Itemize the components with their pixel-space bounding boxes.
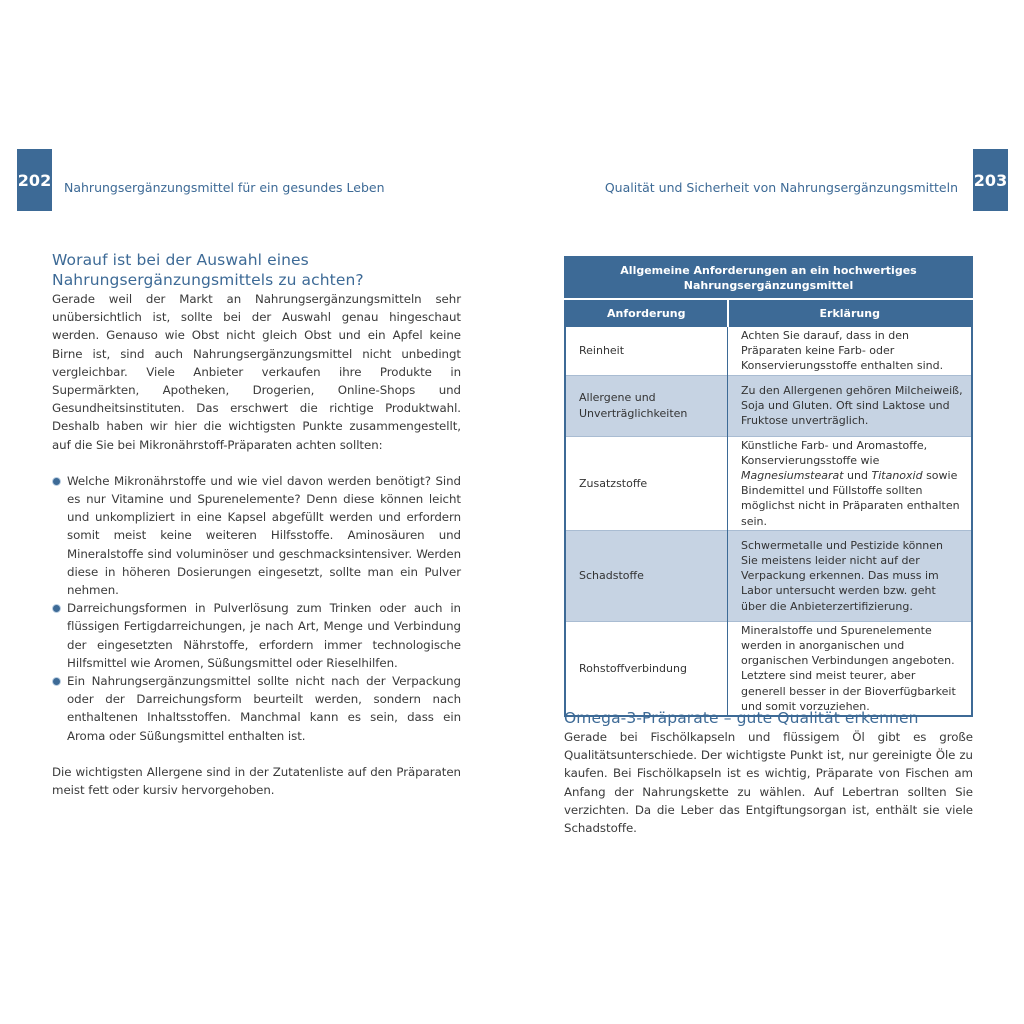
right-page-number: 203	[973, 149, 1008, 211]
left-closing-paragraph: Die wichtigsten Allergene sind in der Zutatenliste auf den Präparaten meist fett oder kursiv hervorgehoben.	[52, 764, 461, 798]
table-row	[565, 375, 972, 436]
left-running-title: Nahrungsergänzungsmittel für ein gesundes Leben	[64, 180, 385, 195]
table-row	[565, 530, 972, 621]
requirement-cell: Zusatzstoffe	[565, 436, 728, 530]
column-header-requirement: Anforderung	[565, 299, 728, 327]
requirements-table	[564, 256, 973, 717]
left-column	[52, 250, 461, 799]
explanation-text: Künstliche Farb- und Aromastoffe, Konservierungsstoffe wie	[741, 438, 928, 467]
bullet-item	[52, 472, 461, 599]
right-body-paragraph: Gerade bei Fischölkapseln und flüssigem Öl gibt es große Qualitätsunterschiede. Der wichtigste Punkt ist, nur gereinigte Öle zu kaufen. Bei Fischölkapseln ist es wichtig, Präparate von Fischen am Anfang der Nahrungskette zu wählen. Auf Lebertran sollten Sie verzichten. Da die Leber das Entgiftungsorgan ist, enthält sie viele Schadstoffe.	[564, 730, 973, 836]
table-row	[565, 621, 972, 716]
explanation-cell	[728, 436, 973, 530]
bullet-text: Darreichungsformen in Pulverlösung zum Trinken oder auch in flüssigen Fertigdarreichungen, je nach Art, Menge und Verbindung der eingesetzten Nährstoffe, erfordern immer technologische Hilfsmittel wie Aromen, Süßungsmittel oder Rieselhilfen.	[67, 601, 461, 670]
criteria-bullet-list	[52, 472, 461, 745]
bullet-dot-icon	[52, 477, 61, 486]
requirement-cell: Rohstoffverbindung	[565, 621, 728, 716]
requirement-cell: Schadstoffe	[565, 530, 728, 621]
explanation-cell: Zu den Allergenen gehören Milcheiweiß, Soja und Gluten. Oft sind Laktose und Fruktose unverträglich.	[728, 375, 973, 436]
bullet-item	[52, 672, 461, 745]
table-row	[565, 327, 972, 375]
bullet-text: Ein Nahrungsergänzungsmittel sollte nicht nach der Verpackung oder der Darreichungsform beurteilt werden, sondern nach enthaltenen Inhaltsstoffen. Manchmal kann es sein, dass ein Aroma oder Süßungsmittel enthalten ist.	[67, 674, 461, 743]
bullet-text: Welche Mikronährstoffe und wie viel davon werden benötigt? Sind es nur Vitamine und Spurenelemente? Denn diese können leicht und unkompliziert in eine Kapsel abgefüllt werden und erfordern somit meist keine weiteren Hilfsstoffe. Aminosäuren und Mineralstoffe sind voluminöser und geschmacksintensiver. Werden diese in höheren Dosierungen eingesetzt, sollte man ein Pulver nehmen.	[67, 473, 461, 598]
requirement-cell: Allergene und Unverträglichkeiten	[565, 375, 728, 436]
table-row	[565, 436, 972, 530]
explanation-cell: Achten Sie darauf, dass in den Präparaten keine Farb- oder Konservierungsstoffe enthalten sind.	[728, 327, 973, 375]
left-intro-paragraph: Gerade weil der Markt an Nahrungsergänzungsmitteln sehr unübersichtlich ist, sollte bei der Auswahl genau hingeschaut werden. Genauso wie Obst nicht gleich Obst und ein Apfel keine Birne ist, sind auch Nahrungsergänzungsmittel nicht unbedingt vergleichbar. Viele Anbieter verkaufen ihre Produkte in Supermärkten, Apotheken, Drogerien, Online-Shops und Gesundheitsinstituten. Das erschwert die richtige Produktwahl. Deshalb haben wir hier die wichtigsten Punkte zusammengestellt, auf die Sie bei Mikronährstoff-Präparaten achten sollten:	[52, 292, 461, 452]
explanation-italic-term: Magnesiumstearat	[741, 469, 844, 483]
right-section-heading: Omega-3-Präparate – gute Qualität erkennen	[564, 709, 919, 727]
table-title: Allgemeine Anforderungen an ein hochwertiges Nahrungsergänzungsmittel	[565, 257, 972, 299]
column-header-explanation: Erklärung	[728, 299, 973, 327]
right-running-title: Qualität und Sicherheit von Nahrungsergänzungsmitteln	[604, 180, 958, 195]
explanation-italic-term: Titanoxid	[871, 469, 923, 483]
left-section-heading: Worauf ist bei der Auswahl eines Nahrungsergänzungsmittels zu achten?	[52, 251, 364, 289]
explanation-cell: Mineralstoffe und Spurenelemente werden in anorganischen und organischen Verbindungen angeboten. Letztere sind meist teurer, aber generell besser in der Bioverfügbarkeit und somit vorzuziehen.	[728, 621, 973, 716]
left-page-number: 202	[17, 149, 52, 211]
bullet-dot-icon	[52, 604, 61, 613]
bullet-dot-icon	[52, 677, 61, 686]
right-column	[564, 708, 973, 837]
requirement-cell: Reinheit	[565, 327, 728, 375]
explanation-text: sowie Bindemittel und Füllstoffe sollten möglichst nicht in Präparaten enthalten sein.	[741, 469, 960, 528]
explanation-text: und	[843, 469, 872, 483]
bullet-item	[52, 599, 461, 672]
explanation-cell: Schwermetalle und Pestizide können Sie meistens leider nicht auf der Verpackung erkennen. Das muss im Labor untersucht werden bzw. geht über die Anbieterzertifizierung.	[728, 530, 973, 621]
